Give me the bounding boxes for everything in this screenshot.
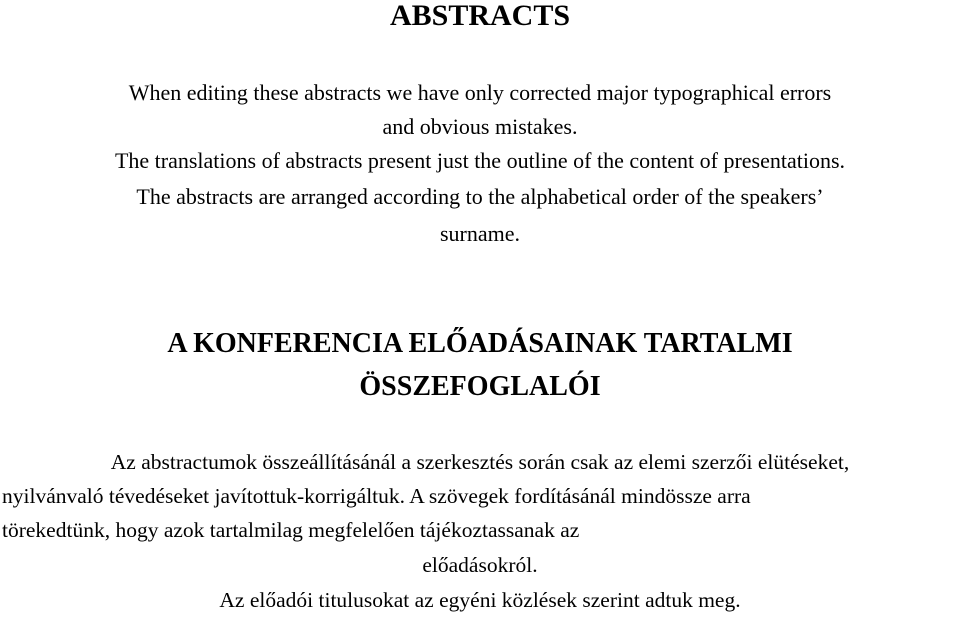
hungarian-body-line-1: Az abstractumok összeállításánál a szerkesztés során csak az elemi szerzői elütéseket, (110, 450, 850, 474)
intro-line-5: surname. (439, 221, 521, 246)
hungarian-body-line-2: nyilvánvaló tévedéseket javítottuk-korrigáltuk. A szövegek fordításánál mindössze arra (2, 484, 751, 508)
hungarian-heading-line-2: ÖSSZEFOGLALÓI (359, 371, 601, 402)
page-title: ABSTRACTS (389, 0, 571, 32)
intro-line-2: and obvious mistakes. (382, 114, 578, 139)
intro-line-4: The abstracts are arranged according to the alphabetical order of the speakers’ (136, 184, 824, 209)
hungarian-body-line-3: törekedtünk, hogy azok tartalmilag megfelelően tájékoztassanak az (2, 518, 580, 542)
hungarian-body-line-5: Az előadói titulusokat az egyéni közlések szerint adtuk meg. (219, 588, 741, 612)
hungarian-heading-line-1: A KONFERENCIA ELŐADÁSAINAK TARTALMI (167, 328, 793, 359)
intro-line-1: When editing these abstracts we have only corrected major typographical errors (128, 80, 832, 105)
hungarian-body-line-4: előadásokról. (422, 553, 538, 577)
intro-line-3: The translations of abstracts present just the outline of the content of presentations. (114, 148, 846, 173)
